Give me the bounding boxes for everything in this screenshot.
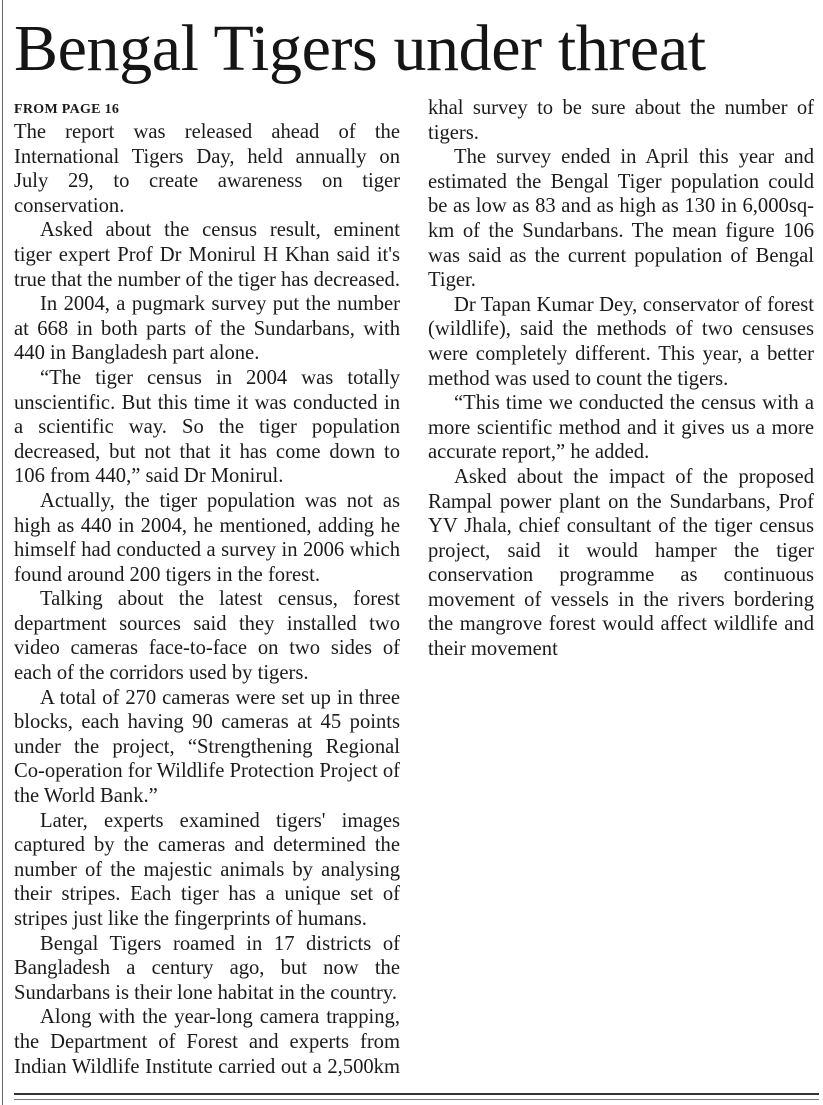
bottom-rule-thin [14,1099,819,1100]
headline: Bengal Tigers under threat [14,12,706,85]
paragraph: “This time we conducted the census with a more scientific method and it gives us a more accurate report,” he added. [428,392,814,464]
paragraph: Dr Tapan Kumar Dey, conservator of forest (wildlife), said the methods of two censuses were completely different. This year, a better method was used to count the tigers. [428,293,814,390]
paragraph: The survey ended in April this year and estimated the Bengal Tiger population could be as low as 83 and as high as 130 in 6,000sq-km of the Sundarbans. The mean figure 106 was said as the current population of Bengal Tiger. [428,146,814,292]
bottom-rule [14,1093,819,1095]
continuation-label: FROM PAGE 16 [14,102,120,117]
paragraph: “The tiger census in 2004 was totally unscientific. But this time it was conducted in a scientific way. So the tiger population decreased, but not that it has come down to 106 from 440,” said Dr Monirul. [14,366,400,488]
paragraph: In 2004, a pugmark survey put the number at 668 in both parts of the Sundarbans, with 440 in Bangladesh part alone. [14,293,400,365]
paragraph: Asked about the census result, eminent tiger expert Prof Dr Monirul H Khan said it's true that the number of the tiger has decreased. [14,219,400,291]
paragraph: Bengal Tigers roamed in 17 districts of Bangladesh a century ago, but now the Sundarbans is their lone habitat in the country. [14,932,400,1004]
paragraph: Actually, the tiger population was not as high as 440 in 2004, he mentioned, adding he himself had conducted a survey in 2006 which found around 200 tigers in the forest. [14,489,400,586]
paragraph: Asked about the impact of the proposed Rampal power plant on the Sundarbans, Prof YV Jhala, chief consultant of the tiger census project, said it would hamper the tiger conservation programme as continuous movement of vessels in the rivers bordering the mangrove forest would affect wildlife and their movement [428,465,814,661]
paragraph: The report was released ahead of the International Tigers Day, held annually on July 29, to create awareness on tiger conservation. [14,121,400,217]
paragraph: Along with the year-long camera trapping, the Department of Forest and experts from Indian Wildlife Institute carried out a 2,500km khal survey to be sure about the number of tigers. [14,97,814,1078]
left-column-rule [2,0,3,1105]
paragraph: Later, experts examined tigers' images captured by the cameras and determined the number of the majestic animals by analysing their stripes. Each tiger has a unique set of stripes just like the fingerprints of humans. [14,809,400,930]
article-body [14,96,814,1090]
paragraph: A total of 270 cameras were set up in three blocks, each having 90 cameras at 45 points under the project, “Strengthening Regional Co-operation for Wildlife Protection Project of the World Bank.” [14,686,400,808]
paragraph: Talking about the latest census, forest department sources said they installed two video cameras face-to-face on two sides of each of the corridors used by tigers. [14,588,400,685]
